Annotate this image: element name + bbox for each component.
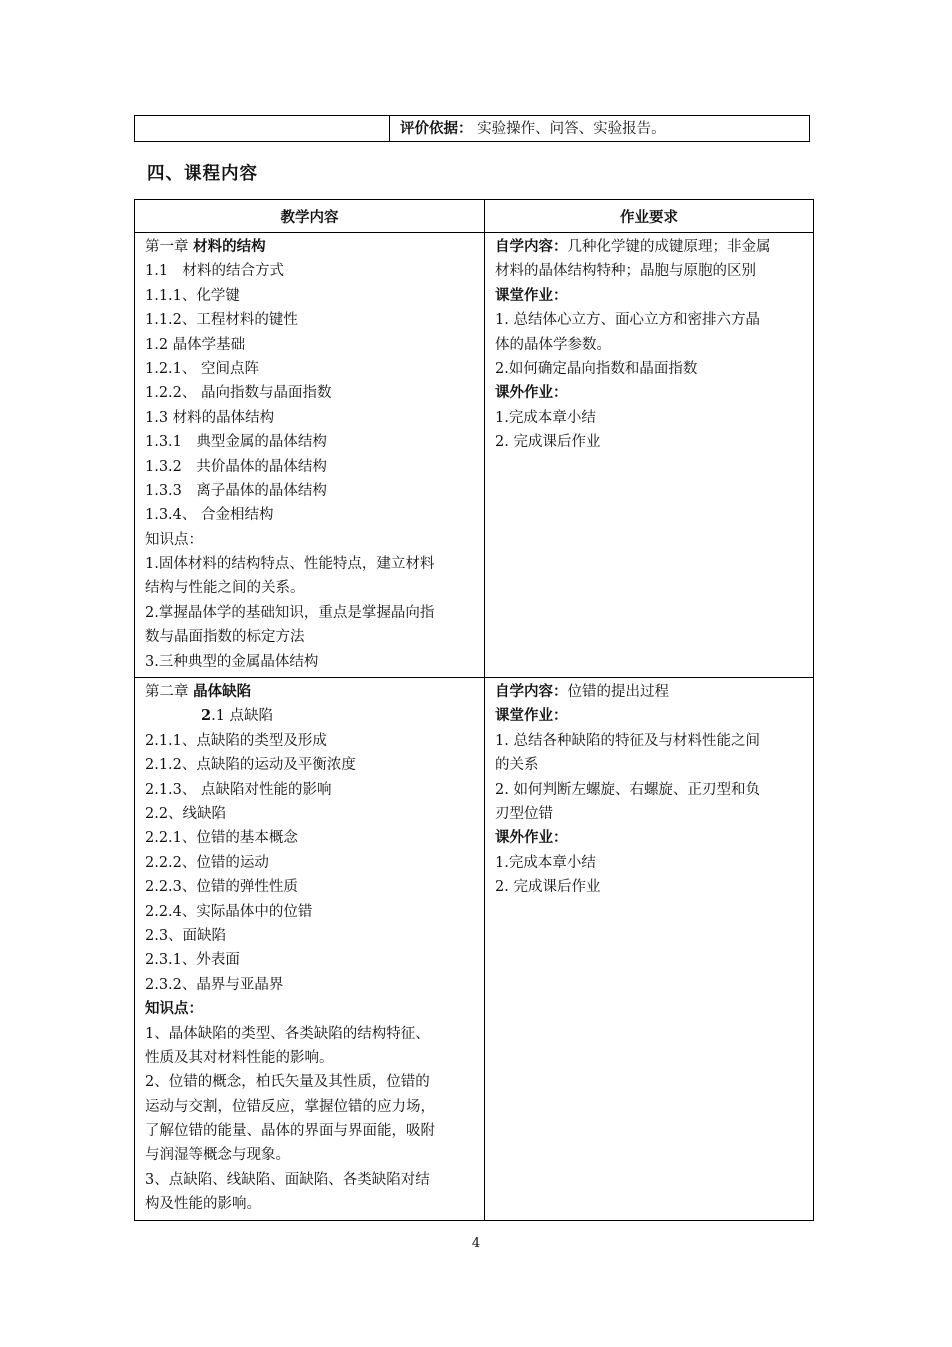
content-line: 2.2.2、位错的运动 [145,854,269,871]
knowledge-line: 运动与交割，位错反应，掌握位错的应力场， [145,1098,435,1115]
knowledge-line: 2、位错的概念，柏氏矢量及其性质，位错的 [145,1074,430,1091]
evaluation-cell [390,116,809,141]
content-line: 2.3、面缺陷 [145,927,227,944]
outside-homework-line: 2. 完成课后作业 [495,434,601,451]
class-homework-label: 课堂作业： [495,707,568,725]
section-text: .1 点缺陷 [211,708,274,725]
page-number: 4 [471,1236,481,1251]
self-study-text: 几种化学键的成键原理；非金属 [567,239,771,255]
chapter-prefix: 第二章 [145,684,194,701]
knowledge-line: 了解位错的能量、晶体的界面与界面能，吸附 [145,1123,435,1140]
table-header-row [135,200,814,233]
header-homework: 作业要求 [485,200,814,233]
knowledge-line: 3、点缺陷、线缺陷、面缺陷、各类缺陷对结 [145,1171,430,1188]
class-homework-line: 刃型位错 [495,805,553,822]
evaluation-value: 实验操作、问答、实验报告。 [477,121,666,137]
chapter-content-cell [135,233,485,678]
content-line: 2.2.4、实际晶体中的位错 [145,903,313,920]
content-line: 2.2.3、位错的弹性性质 [145,879,298,896]
knowledge-line: 数与晶面指数的标定方法 [145,629,305,646]
knowledge-line: 构及性能的影响。 [145,1196,261,1213]
class-homework-label: 课堂作业： [495,286,568,304]
class-homework-line: 的关系 [495,757,539,774]
chapter-prefix: 第一章 [145,239,194,255]
self-study-text: 位错的提出过程 [567,684,669,701]
knowledge-line: 2.掌握晶体学的基础知识，重点是掌握晶向指 [145,604,435,621]
content-line: 1.1.1、化学键 [145,287,240,304]
content-line: 1.1 材料的结合方式 [145,263,285,280]
header-teaching-content: 教学内容 [135,200,485,233]
self-study-line [495,680,805,704]
section-number: 2 [201,707,212,725]
knowledge-line: 性质及其对材料性能的影响。 [145,1049,334,1066]
section-title: 四、课程内容 [147,164,258,184]
course-content-table [134,199,814,1221]
content-line: 1.2.2、 晶向指数与晶面指数 [145,385,332,402]
outside-homework-line: 1.完成本章小结 [495,409,596,426]
evaluation-empty-cell [135,116,390,141]
knowledge-line: 与润湿等概念与现象。 [145,1147,290,1164]
content-line: 2.3.1、外表面 [145,952,240,969]
chapter-content-cell [135,678,485,1221]
content-line: 2.2.1、位错的基本概念 [145,830,298,847]
self-study-line: 材料的晶体结构特种；晶胞与原胞的区别 [495,263,756,280]
class-homework-line: 体的晶体学参数。 [495,336,611,353]
outside-homework-line: 2. 完成课后作业 [495,879,601,896]
chapter-row [135,233,814,678]
knowledge-line: 3.三种典型的金属晶体结构 [145,653,319,670]
content-line: 1.3 材料的晶体结构 [145,409,275,426]
class-homework-line: 1. 总结各种缺陷的特征及与材料性能之间 [495,732,760,749]
knowledge-label: 知识点： [145,1000,203,1018]
knowledge-line: 1.固体材料的结构特点、性能特点，建立材料 [145,556,435,573]
chapter-title: 晶体缺陷 [193,683,252,701]
content-line: 1.3.2 共价晶体的晶体结构 [145,458,327,475]
evaluation-table-row [134,115,810,142]
knowledge-line: 1、晶体缺陷的类型、各类缺陷的结构特征、 [145,1025,430,1042]
content-line: 1.3.3 离子晶体的晶体结构 [145,482,327,499]
content-line: 1.3.1 典型金属的晶体结构 [145,434,327,451]
chapter-homework-cell [485,678,814,1221]
content-line: 1.1.2、工程材料的键性 [145,312,298,329]
content-line: 2.1.1、点缺陷的类型及形成 [145,732,327,749]
self-study-label: 自学内容： [495,683,568,701]
self-study-label: 自学内容： [495,238,568,255]
self-study-line [495,235,805,259]
section-line [145,704,476,728]
content-line: 1.3.4、 合金相结构 [145,507,274,524]
knowledge-line: 结构与性能之间的关系。 [145,580,305,597]
class-homework-line: 2. 如何判断左螺旋、右螺旋、正刃型和负 [495,781,760,798]
chapter-homework-cell [485,233,814,678]
chapter-title: 材料的结构 [193,238,266,255]
chapter-title-line [145,680,476,704]
content-line: 2.2、线缺陷 [145,805,227,822]
evaluation-label: 评价依据： [400,120,473,137]
outside-homework-label: 课外作业： [495,829,568,847]
content-line: 1.2.1、 空间点阵 [145,360,260,377]
chapter-row [135,678,814,1221]
content-line: 2.1.2、点缺陷的运动及平衡浓度 [145,757,356,774]
content-line: 2.3.2、晶界与亚晶界 [145,976,284,993]
knowledge-label: 知识点： [145,531,203,548]
outside-homework-label: 课外作业： [495,384,568,402]
class-homework-line: 2.如何确定晶向指数和晶面指数 [495,360,698,377]
content-line: 2.1.3、 点缺陷对性能的影响 [145,781,332,798]
outside-homework-line: 1.完成本章小结 [495,854,596,871]
chapter-title-line [145,235,476,259]
content-line: 1.2 晶体学基础 [145,336,246,353]
class-homework-line: 1. 总结体心立方、面心立方和密排六方晶 [495,312,760,329]
